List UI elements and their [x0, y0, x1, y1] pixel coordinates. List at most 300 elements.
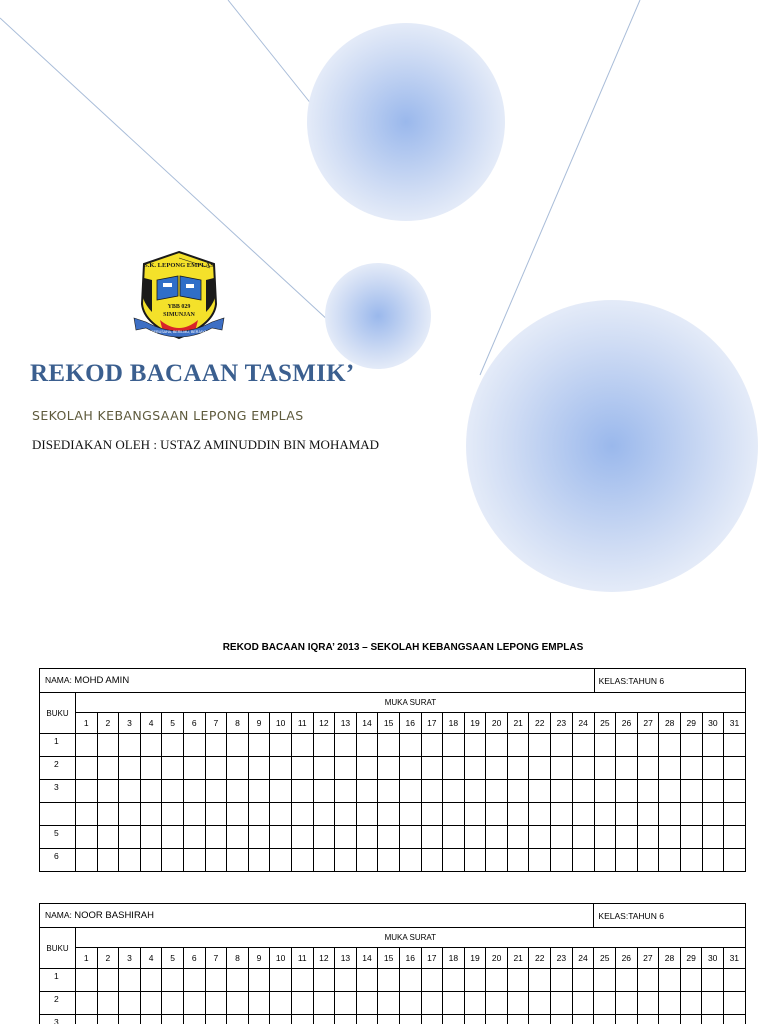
tasmik-entry-cell[interactable]: [464, 992, 486, 1015]
tasmik-entry-cell[interactable]: [572, 969, 594, 992]
tasmik-entry-cell[interactable]: [443, 734, 465, 757]
tasmik-entry-cell[interactable]: [205, 826, 227, 849]
tasmik-entry-cell[interactable]: [572, 992, 594, 1015]
tasmik-entry-cell[interactable]: [227, 757, 249, 780]
tasmik-entry-cell[interactable]: [205, 734, 227, 757]
tasmik-entry-cell[interactable]: [551, 757, 573, 780]
tasmik-entry-cell[interactable]: [421, 826, 443, 849]
tasmik-entry-cell[interactable]: [572, 1015, 594, 1024]
tasmik-entry-cell[interactable]: [356, 826, 378, 849]
tasmik-entry-cell[interactable]: [270, 992, 292, 1015]
tasmik-entry-cell[interactable]: [140, 1015, 162, 1024]
tasmik-entry-cell[interactable]: [356, 803, 378, 826]
tasmik-entry-cell[interactable]: [551, 1015, 573, 1024]
tasmik-entry-cell[interactable]: [702, 780, 724, 803]
tasmik-entry-cell[interactable]: [659, 757, 681, 780]
tasmik-entry-cell[interactable]: [637, 849, 659, 872]
tasmik-entry-cell[interactable]: [616, 734, 638, 757]
tasmik-entry-cell[interactable]: [205, 757, 227, 780]
tasmik-entry-cell[interactable]: [507, 849, 529, 872]
tasmik-entry-cell[interactable]: [356, 780, 378, 803]
tasmik-entry-cell[interactable]: [76, 734, 98, 757]
tasmik-entry-cell[interactable]: [399, 757, 421, 780]
tasmik-entry-cell[interactable]: [551, 803, 573, 826]
tasmik-entry-cell[interactable]: [594, 849, 616, 872]
tasmik-entry-cell[interactable]: [291, 757, 313, 780]
tasmik-entry-cell[interactable]: [119, 734, 141, 757]
tasmik-entry-cell[interactable]: [140, 734, 162, 757]
tasmik-entry-cell[interactable]: [680, 992, 702, 1015]
tasmik-entry-cell[interactable]: [507, 734, 529, 757]
page-number-header: 11: [291, 713, 313, 734]
tasmik-entry-cell[interactable]: [76, 969, 98, 992]
tasmik-entry-cell[interactable]: [378, 780, 400, 803]
tasmik-entry-cell[interactable]: [270, 849, 292, 872]
tasmik-entry-cell[interactable]: [637, 734, 659, 757]
tasmik-entry-cell[interactable]: [443, 780, 465, 803]
tasmik-entry-cell[interactable]: [572, 734, 594, 757]
tasmik-entry-cell[interactable]: [421, 780, 443, 803]
tasmik-entry-cell[interactable]: [486, 969, 508, 992]
tasmik-entry-cell[interactable]: [659, 1015, 681, 1024]
tasmik-entry-cell[interactable]: [183, 849, 205, 872]
tasmik-entry-cell[interactable]: [291, 849, 313, 872]
tasmik-entry-cell[interactable]: [443, 826, 465, 849]
tasmik-entry-cell[interactable]: [378, 969, 400, 992]
tasmik-entry-cell[interactable]: [140, 826, 162, 849]
tasmik-entry-cell[interactable]: [378, 803, 400, 826]
tasmik-entry-cell[interactable]: [594, 1015, 616, 1024]
tasmik-entry-cell[interactable]: [291, 734, 313, 757]
tasmik-entry-cell[interactable]: [616, 1015, 638, 1024]
tasmik-entry-cell[interactable]: [378, 757, 400, 780]
tasmik-entry-cell[interactable]: [659, 826, 681, 849]
tasmik-entry-cell[interactable]: [140, 992, 162, 1015]
tasmik-entry-cell[interactable]: [227, 992, 249, 1015]
tasmik-entry-cell[interactable]: [702, 969, 724, 992]
tasmik-entry-cell[interactable]: [270, 1015, 292, 1024]
tasmik-entry-cell[interactable]: [637, 969, 659, 992]
tasmik-entry-cell[interactable]: [572, 849, 594, 872]
tasmik-entry-cell[interactable]: [680, 826, 702, 849]
tasmik-entry-cell[interactable]: [97, 992, 119, 1015]
tasmik-entry-cell[interactable]: [76, 780, 98, 803]
tasmik-entry-cell[interactable]: [659, 780, 681, 803]
tasmik-entry-cell[interactable]: [680, 849, 702, 872]
page-number-header: 27: [637, 713, 659, 734]
tasmik-entry-cell[interactable]: [572, 757, 594, 780]
tasmik-entry-cell[interactable]: [529, 780, 551, 803]
tasmik-entry-cell[interactable]: [205, 780, 227, 803]
tasmik-entry-cell[interactable]: [486, 849, 508, 872]
tasmik-entry-cell[interactable]: [270, 757, 292, 780]
cover-school-name: SEKOLAH KEBANGSAAN LEPONG EMPLAS: [32, 408, 304, 423]
tasmik-entry-cell[interactable]: [119, 757, 141, 780]
tasmik-entry-cell[interactable]: [702, 992, 724, 1015]
tasmik-entry-cell[interactable]: [486, 803, 508, 826]
tasmik-entry-cell[interactable]: [183, 826, 205, 849]
tasmik-entry-cell[interactable]: [356, 849, 378, 872]
tasmik-entry-cell[interactable]: [616, 826, 638, 849]
page-number-header: 19: [464, 713, 486, 734]
tasmik-entry-cell[interactable]: [248, 1015, 270, 1024]
tasmik-entry-cell[interactable]: [680, 757, 702, 780]
tasmik-entry-cell[interactable]: [464, 734, 486, 757]
tasmik-entry-cell[interactable]: [162, 757, 184, 780]
tasmik-entry-cell[interactable]: [507, 992, 529, 1015]
tasmik-entry-cell[interactable]: [227, 826, 249, 849]
page-number-header: 13: [335, 948, 357, 969]
page-number-header: 2: [97, 713, 119, 734]
tasmik-entry-cell[interactable]: [335, 826, 357, 849]
tasmik-entry-cell[interactable]: [680, 1015, 702, 1024]
tasmik-entry-cell[interactable]: [702, 803, 724, 826]
tasmik-entry-cell[interactable]: [702, 734, 724, 757]
tasmik-entry-cell[interactable]: [594, 969, 616, 992]
tasmik-entry-cell[interactable]: [162, 826, 184, 849]
tasmik-entry-cell[interactable]: [97, 1015, 119, 1024]
page-number-header: 30: [702, 948, 724, 969]
tasmik-entry-cell[interactable]: [637, 826, 659, 849]
tasmik-entry-cell[interactable]: [399, 826, 421, 849]
tasmik-entry-cell[interactable]: [637, 992, 659, 1015]
tasmik-entry-cell[interactable]: [723, 1015, 745, 1024]
tasmik-entry-cell[interactable]: [464, 1015, 486, 1024]
tasmik-entry-cell[interactable]: [529, 1015, 551, 1024]
tasmik-entry-cell[interactable]: [140, 757, 162, 780]
tasmik-entry-cell[interactable]: [507, 826, 529, 849]
tasmik-entry-cell[interactable]: [97, 969, 119, 992]
tasmik-entry-cell[interactable]: [659, 734, 681, 757]
name-label: NAMA:: [45, 910, 72, 920]
tasmik-entry-cell[interactable]: [399, 734, 421, 757]
tasmik-entry-cell[interactable]: [140, 803, 162, 826]
tasmik-entry-cell[interactable]: [270, 780, 292, 803]
tasmik-entry-cell[interactable]: [551, 992, 573, 1015]
tasmik-entry-cell[interactable]: [313, 757, 335, 780]
tasmik-entry-cell[interactable]: [486, 1015, 508, 1024]
tasmik-entry-cell[interactable]: [356, 757, 378, 780]
tasmik-entry-cell[interactable]: [270, 734, 292, 757]
tasmik-entry-cell[interactable]: [205, 992, 227, 1015]
tasmik-entry-cell[interactable]: [486, 826, 508, 849]
tasmik-entry-cell[interactable]: [183, 992, 205, 1015]
tasmik-entry-cell[interactable]: [680, 780, 702, 803]
tasmik-entry-cell[interactable]: [616, 757, 638, 780]
page-number-header: 4: [140, 713, 162, 734]
tasmik-entry-cell[interactable]: [270, 803, 292, 826]
tasmik-entry-cell[interactable]: [616, 803, 638, 826]
tasmik-entry-cell[interactable]: [227, 969, 249, 992]
tasmik-entry-cell[interactable]: [637, 757, 659, 780]
tasmik-entry-cell[interactable]: [572, 803, 594, 826]
tasmik-entry-cell[interactable]: [162, 969, 184, 992]
tasmik-entry-cell[interactable]: [97, 734, 119, 757]
tasmik-entry-cell[interactable]: [205, 803, 227, 826]
tasmik-entry-cell[interactable]: [659, 803, 681, 826]
tasmik-entry-cell[interactable]: [248, 734, 270, 757]
tasmik-entry-cell[interactable]: [162, 849, 184, 872]
tasmik-entry-cell[interactable]: [680, 734, 702, 757]
tasmik-entry-cell[interactable]: [421, 803, 443, 826]
tasmik-entry-cell[interactable]: [529, 803, 551, 826]
tasmik-entry-cell[interactable]: [119, 826, 141, 849]
tasmik-entry-cell[interactable]: [507, 780, 529, 803]
tasmik-entry-cell[interactable]: [378, 849, 400, 872]
tasmik-entry-cell[interactable]: [140, 849, 162, 872]
tasmik-entry-cell[interactable]: [378, 826, 400, 849]
tasmik-entry-cell[interactable]: [313, 734, 335, 757]
tasmik-entry-cell[interactable]: [119, 1015, 141, 1024]
tasmik-entry-cell[interactable]: [702, 826, 724, 849]
tasmik-entry-cell[interactable]: [97, 757, 119, 780]
tasmik-entry-cell[interactable]: [507, 1015, 529, 1024]
tasmik-entry-cell[interactable]: [594, 780, 616, 803]
tasmik-entry-cell[interactable]: [227, 849, 249, 872]
tasmik-entry-cell[interactable]: [507, 969, 529, 992]
tasmik-entry-cell[interactable]: [551, 969, 573, 992]
tasmik-entry-cell[interactable]: [572, 780, 594, 803]
tasmik-entry-cell[interactable]: [443, 757, 465, 780]
tasmik-entry-cell[interactable]: [551, 734, 573, 757]
tasmik-entry-cell[interactable]: [723, 969, 745, 992]
tasmik-entry-cell[interactable]: [637, 803, 659, 826]
tasmik-entry-cell[interactable]: [140, 969, 162, 992]
tasmik-entry-cell[interactable]: [702, 849, 724, 872]
tasmik-entry-cell[interactable]: [724, 734, 746, 757]
tasmik-entry-cell[interactable]: [724, 803, 746, 826]
tasmik-entry-cell[interactable]: [594, 757, 616, 780]
tasmik-entry-cell[interactable]: [486, 780, 508, 803]
tasmik-entry-cell[interactable]: [97, 803, 119, 826]
tasmik-entry-cell[interactable]: [291, 826, 313, 849]
tasmik-entry-cell[interactable]: [76, 992, 98, 1015]
tasmik-entry-cell[interactable]: [162, 803, 184, 826]
tasmik-entry-cell[interactable]: [248, 992, 270, 1015]
tasmik-entry-cell[interactable]: [616, 969, 638, 992]
page-number-header: 24: [572, 713, 594, 734]
buku-header: BUKU: [40, 928, 76, 969]
tasmik-entry-cell[interactable]: [227, 734, 249, 757]
page-number-header: 2: [97, 948, 119, 969]
tasmik-entry-cell[interactable]: [594, 734, 616, 757]
tasmik-entry-cell[interactable]: [594, 803, 616, 826]
tasmik-entry-cell[interactable]: [724, 826, 746, 849]
tasmik-entry-cell[interactable]: [443, 969, 465, 992]
page-number-header: 6: [183, 948, 205, 969]
page-number-header: 8: [227, 948, 249, 969]
tasmik-entry-cell[interactable]: [183, 734, 205, 757]
tasmik-entry-cell[interactable]: [378, 992, 400, 1015]
tasmik-entry-cell[interactable]: [248, 849, 270, 872]
tasmik-entry-cell[interactable]: [551, 780, 573, 803]
tasmik-entry-cell[interactable]: [162, 780, 184, 803]
tasmik-entry-cell[interactable]: [76, 803, 98, 826]
tasmik-entry-cell[interactable]: [594, 826, 616, 849]
tasmik-entry-cell[interactable]: [76, 826, 98, 849]
tasmik-entry-cell[interactable]: [486, 757, 508, 780]
tasmik-entry-cell[interactable]: [680, 969, 702, 992]
tasmik-entry-cell[interactable]: [205, 969, 227, 992]
tasmik-entry-cell[interactable]: [356, 969, 378, 992]
tasmik-entry-cell[interactable]: [443, 1015, 465, 1024]
tasmik-entry-cell[interactable]: [399, 992, 421, 1015]
tasmik-entry-cell[interactable]: [76, 1015, 98, 1024]
tasmik-entry-cell[interactable]: [313, 826, 335, 849]
tasmik-entry-cell[interactable]: [313, 992, 335, 1015]
tasmik-entry-cell[interactable]: [702, 1015, 724, 1024]
tasmik-entry-cell[interactable]: [119, 849, 141, 872]
book-row: [40, 734, 746, 757]
tasmik-entry-cell[interactable]: [97, 849, 119, 872]
tasmik-entry-cell[interactable]: [248, 757, 270, 780]
tasmik-entry-cell[interactable]: [464, 757, 486, 780]
tasmik-entry-cell[interactable]: [162, 734, 184, 757]
book-number: 2: [40, 757, 76, 780]
tasmik-entry-cell[interactable]: [399, 849, 421, 872]
tasmik-entry-cell[interactable]: [248, 826, 270, 849]
tasmik-entry-cell[interactable]: [486, 992, 508, 1015]
tasmik-entry-cell[interactable]: [507, 757, 529, 780]
tasmik-entry-cell[interactable]: [421, 757, 443, 780]
tasmik-entry-cell[interactable]: [313, 1015, 335, 1024]
tasmik-entry-cell[interactable]: [551, 849, 573, 872]
tasmik-entry-cell[interactable]: [248, 969, 270, 992]
tasmik-entry-cell[interactable]: [291, 803, 313, 826]
tasmik-entry-cell[interactable]: [335, 969, 357, 992]
tasmik-entry-cell[interactable]: [291, 969, 313, 992]
tasmik-entry-cell[interactable]: [291, 1015, 313, 1024]
tasmik-entry-cell[interactable]: [140, 780, 162, 803]
tasmik-entry-cell[interactable]: [97, 826, 119, 849]
tasmik-entry-cell[interactable]: [464, 780, 486, 803]
tasmik-entry-cell[interactable]: [680, 803, 702, 826]
tasmik-entry-cell[interactable]: [572, 826, 594, 849]
tasmik-entry-cell[interactable]: [724, 849, 746, 872]
tasmik-entry-cell[interactable]: [183, 757, 205, 780]
tasmik-entry-cell[interactable]: [356, 734, 378, 757]
tasmik-entry-cell[interactable]: [529, 849, 551, 872]
tasmik-entry-cell[interactable]: [702, 757, 724, 780]
tasmik-entry-cell[interactable]: [183, 969, 205, 992]
tasmik-entry-cell[interactable]: [421, 969, 443, 992]
tasmik-entry-cell[interactable]: [270, 826, 292, 849]
tasmik-entry-cell[interactable]: [659, 992, 681, 1015]
tasmik-entry-cell[interactable]: [335, 849, 357, 872]
tasmik-entry-cell[interactable]: [313, 849, 335, 872]
tasmik-entry-cell[interactable]: [119, 780, 141, 803]
crest-location: SIMUNJAN: [163, 312, 195, 318]
tasmik-entry-cell[interactable]: [119, 803, 141, 826]
tasmik-entry-cell[interactable]: [507, 803, 529, 826]
tasmik-entry-cell[interactable]: [421, 1015, 443, 1024]
tasmik-entry-cell[interactable]: [421, 849, 443, 872]
tasmik-entry-cell[interactable]: [529, 969, 551, 992]
tasmik-entry-cell[interactable]: [227, 780, 249, 803]
tasmik-entry-cell[interactable]: [594, 992, 616, 1015]
tasmik-entry-cell[interactable]: [248, 803, 270, 826]
tasmik-entry-cell[interactable]: [291, 780, 313, 803]
tasmik-entry-cell[interactable]: [205, 849, 227, 872]
tasmik-entry-cell[interactable]: [248, 780, 270, 803]
tasmik-entry-cell[interactable]: [183, 1015, 205, 1024]
book-number: 3: [40, 780, 76, 803]
tasmik-entry-cell[interactable]: [378, 1015, 400, 1024]
tasmik-entry-cell[interactable]: [270, 969, 292, 992]
tasmik-entry-cell[interactable]: [443, 992, 465, 1015]
tasmik-entry-cell[interactable]: [399, 803, 421, 826]
tasmik-entry-cell[interactable]: [183, 803, 205, 826]
tasmik-entry-cell[interactable]: [97, 780, 119, 803]
tasmik-entry-cell[interactable]: [162, 1015, 184, 1024]
tasmik-entry-cell[interactable]: [443, 849, 465, 872]
student-name: NOOR BASHIRAH: [74, 910, 155, 921]
tasmik-entry-cell[interactable]: [659, 849, 681, 872]
tasmik-entry-cell[interactable]: [399, 780, 421, 803]
tasmik-entry-cell[interactable]: [335, 1015, 357, 1024]
tasmik-entry-cell[interactable]: [529, 734, 551, 757]
tasmik-entry-cell[interactable]: [335, 757, 357, 780]
tasmik-entry-cell[interactable]: [724, 780, 746, 803]
page-number-header: 21: [507, 713, 529, 734]
tasmik-entry-cell[interactable]: [205, 1015, 227, 1024]
tasmik-entry-cell[interactable]: [529, 757, 551, 780]
tasmik-entry-cell[interactable]: [723, 992, 745, 1015]
tasmik-entry-cell[interactable]: [659, 969, 681, 992]
tasmik-entry-cell[interactable]: [529, 826, 551, 849]
tasmik-entry-cell[interactable]: [529, 992, 551, 1015]
tasmik-entry-cell[interactable]: [616, 780, 638, 803]
tasmik-entry-cell[interactable]: [399, 1015, 421, 1024]
tasmik-entry-cell[interactable]: [637, 780, 659, 803]
tasmik-entry-cell[interactable]: [399, 969, 421, 992]
tasmik-entry-cell[interactable]: [227, 803, 249, 826]
tasmik-entry-cell[interactable]: [551, 826, 573, 849]
tasmik-entry-cell[interactable]: [335, 803, 357, 826]
tasmik-entry-cell[interactable]: [76, 849, 98, 872]
tasmik-entry-cell[interactable]: [464, 849, 486, 872]
crest-top-text: S.K. LEPONG EMPLAS: [144, 262, 214, 269]
tasmik-entry-cell[interactable]: [356, 992, 378, 1015]
tasmik-entry-cell[interactable]: [464, 826, 486, 849]
tasmik-entry-cell[interactable]: [616, 849, 638, 872]
tasmik-entry-cell[interactable]: [335, 992, 357, 1015]
tasmik-entry-cell[interactable]: [313, 803, 335, 826]
tasmik-entry-cell[interactable]: [637, 1015, 659, 1024]
tasmik-entry-cell[interactable]: [421, 992, 443, 1015]
tasmik-entry-cell[interactable]: [464, 803, 486, 826]
tasmik-entry-cell[interactable]: [119, 969, 141, 992]
tasmik-entry-cell[interactable]: [464, 969, 486, 992]
tasmik-entry-cell[interactable]: [616, 992, 638, 1015]
tasmik-entry-cell[interactable]: [421, 734, 443, 757]
tasmik-entry-cell[interactable]: [724, 757, 746, 780]
tasmik-entry-cell[interactable]: [162, 992, 184, 1015]
tasmik-entry-cell[interactable]: [335, 734, 357, 757]
tasmik-entry-cell[interactable]: [356, 1015, 378, 1024]
tasmik-entry-cell[interactable]: [76, 757, 98, 780]
tasmik-entry-cell[interactable]: [486, 734, 508, 757]
tasmik-entry-cell[interactable]: [335, 780, 357, 803]
tasmik-entry-cell[interactable]: [183, 780, 205, 803]
tasmik-entry-cell[interactable]: [443, 803, 465, 826]
tasmik-entry-cell[interactable]: [119, 992, 141, 1015]
tasmik-entry-cell[interactable]: [313, 780, 335, 803]
tasmik-entry-cell[interactable]: [313, 969, 335, 992]
tasmik-entry-cell[interactable]: [291, 992, 313, 1015]
tasmik-entry-cell[interactable]: [378, 734, 400, 757]
tasmik-entry-cell[interactable]: [227, 1015, 249, 1024]
